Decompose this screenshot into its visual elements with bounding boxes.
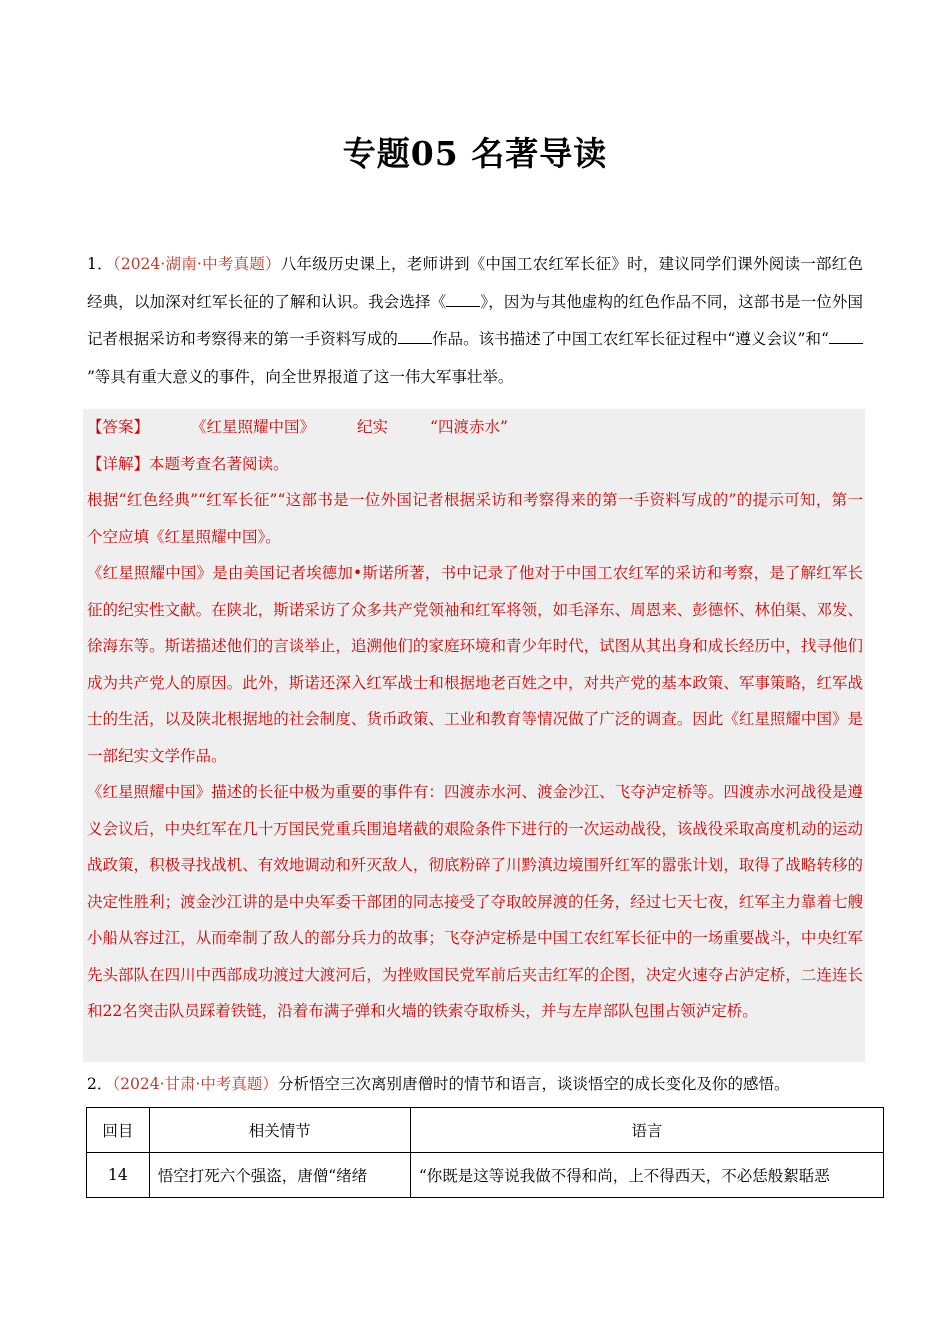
answer-blank[interactable] xyxy=(446,292,480,307)
answer-content xyxy=(87,409,863,1030)
answer-blank[interactable] xyxy=(829,329,863,344)
explain-text: 《红星照耀中国》描述的长征中极为重要的事件有：四渡赤水河、渡金沙江、飞夺泸定桥等。四渡赤水河战役是遵义会议后，中央红军在几十万国民党重兵围追堵截的艰险条件下进行的一次运动战役，该战役采取高度机动的运动战政策，积极寻找战机、有效地调动和歼灭敌人，彻底粉碎了川黔滇边境围歼红军的嚣张计划，取得了战略转移的决定性胜利；渡金沙江讲的是中央军委干部团的同志接受了夺取皎屏渡的任务，经过七天七夜，红军主力靠着七艘小船从容过江，从而牵制了敌人的部分兵力的故事；飞夺泸定桥是中国工农红军长征中的一场重要战斗，中央红军先头部队在四川中西部成功渡过大渡河后，为挫败国民党军前后夹击红军的企图，决定火速夺占泸定桥，二连连长和22名突击队员踩着铁链，沿着布满子弹和火墙的铁索夺取桥头，并与左岸部队包围占领泸定桥。 xyxy=(87,783,863,1020)
table-cell: “你既是这等说我做不得和尚，上不得西天，不必恁般絮聒恶 xyxy=(410,1153,883,1198)
column-header: 语言 xyxy=(410,1108,883,1153)
table-cell: 悟空打死六个强盗，唐僧“绪绪 xyxy=(149,1153,410,1198)
question-2-text: 2．（2024·甘肃·中考真题）分析悟空三次离别唐僧时的情节和语言，谈谈悟空的成长变化及你的感悟。 xyxy=(87,1075,790,1093)
question-2 xyxy=(87,1066,863,1104)
table-row xyxy=(87,1153,884,1198)
page-title: 专题05 名著导读 xyxy=(342,134,608,173)
column-header: 相关情节 xyxy=(149,1108,410,1153)
column-header: 回目 xyxy=(87,1108,150,1153)
answer-label: 【答案】 xyxy=(87,418,150,436)
question-1-text: 1．（2024·湖南·中考真题）八年级历史课上，老师讲到《中国工农红军长征》时，建议同学们课外阅读一部红色经典，以加深对红军长征的了解和认识。我会选择《 》，因为与其他虚构的红色作品不同，这部书是一位外国记者根据采访和考察得来的第一手资料写成的 作品。该书描述了中国工农红军长征过程中“遵义会议”和“”等具有重大意义的事件，向全世界报道了这一伟大军事壮举。 xyxy=(87,255,863,386)
question-number: 2． xyxy=(87,1075,113,1093)
question-source: （2024·甘肃·中考真题） xyxy=(112,1075,278,1093)
explain-line xyxy=(87,446,863,483)
answer-item: 《红星照耀中国》 xyxy=(191,418,316,436)
explain-label: 【详解】 xyxy=(87,454,150,473)
explain-text: 根据“红色经典”“红军长征”“这部书是一位外国记者根据采访和考察得来的第一手资料写成的”的提示可知，第一个空应填《红星照耀中国》。 xyxy=(87,491,863,546)
table-header-row xyxy=(87,1108,884,1153)
explain-intro: 本题考查名著阅读。 xyxy=(149,454,289,473)
table-cell: 14 xyxy=(87,1153,150,1198)
question-source: （2024·湖南·中考真题） xyxy=(112,255,281,273)
question-number: 1． xyxy=(87,255,113,273)
answer-line xyxy=(87,409,863,446)
answer-item: 纪实 xyxy=(357,418,389,436)
question-2-table xyxy=(86,1107,884,1198)
answer-item: “四渡赤水” xyxy=(430,418,508,436)
explain-text: 《红星照耀中国》是由美国记者埃德加•斯诺所著，书中记录了他对于中国工农红军的采访和考察，是了解红军长征的纪实性文献。在陕北，斯诺采访了众多共产党领袖和红军将领，如毛泽东、周恩来、彭德怀、林伯渠、邓发、徐海东等。斯诺描述他们的言谈举止，追溯他们的家庭环境和青少年时代，试图从其出身和成长经历中，找寻他们成为共产党人的原因。此外，斯诺还深入红军战士和根据地老百姓之中，对共产党的基本政策、军事策略，红军战士的生活，以及陕北根据地的社会制度、货币政策、工业和教育等情况做了广泛的调查。因此《红星照耀中国》是一部纪实文学作品。 xyxy=(87,564,863,765)
answer-blank[interactable] xyxy=(398,329,432,344)
question-1 xyxy=(87,246,863,396)
